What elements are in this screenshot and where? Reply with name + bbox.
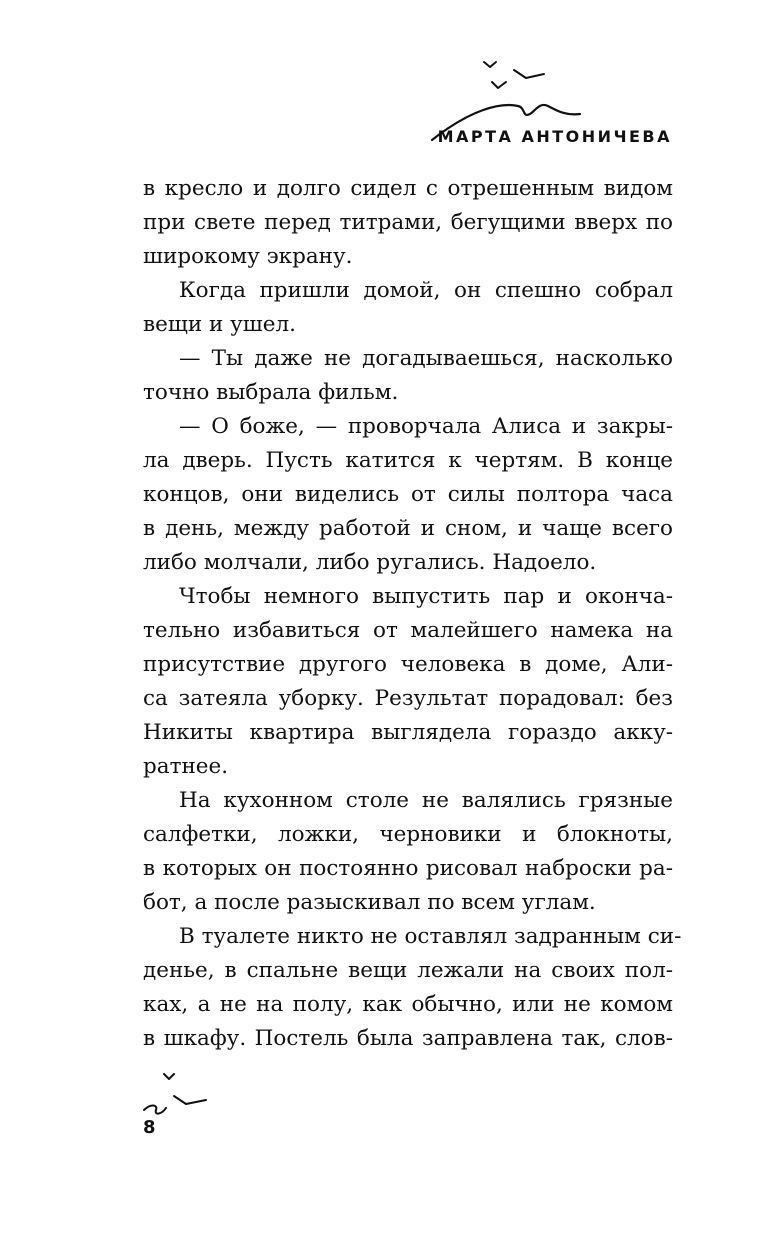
text-line: В туалете никто не оставлял задранным си-: [179, 924, 682, 949]
text-line: тельно избавиться от малейшего намека на: [143, 618, 673, 643]
text-line: в шкафу. Постель была заправлена так, слов-: [143, 1026, 673, 1051]
text-line: — О боже, — проворчала Алиса и закры-: [179, 414, 673, 439]
text-line: присутствие другого человека в доме, Али-: [143, 652, 673, 677]
text-line: Чтобы немного выпустить пар и оконча-: [179, 584, 673, 609]
text-line: салфетки, ложки, черновики и блокноты,: [143, 822, 673, 847]
text-line: при свете перед титрами, бегущими вверх по: [143, 210, 673, 235]
text-line: в которых он постоянно рисовал наброски ра-: [143, 856, 673, 881]
page-number: 8: [143, 1117, 156, 1138]
text-line: Когда пришли домой, он спешно собрал: [179, 278, 673, 303]
text-line: ках, а не на полу, как обычно, или не комом: [143, 992, 673, 1017]
text-line: На кухонном столе не валялись грязные: [179, 788, 673, 813]
text-line: в день, между работой и сном, и чаще всего: [143, 516, 673, 541]
text-line: бот, а после разыскивал по всем углам.: [143, 890, 596, 915]
text-line: денье, в спальне вещи лежали на своих пол-: [143, 958, 673, 983]
text-line: широкому экрану.: [143, 244, 353, 269]
text-line: ратнее.: [143, 754, 229, 779]
text-line: концов, они виделись от силы полтора часа: [143, 482, 673, 507]
running-head: МАРТА АНТОНИЧЕВА: [437, 127, 672, 146]
bird-ornament-footer-icon: [140, 1070, 212, 1120]
text-line: либо молчали, либо ругались. Надоело.: [143, 550, 597, 575]
text-line: в кресло и долго сидел с отрешенным видом: [143, 176, 673, 201]
page-body-text: [143, 172, 682, 1056]
text-line: ла дверь. Пусть катится к чертям. В конце: [143, 448, 673, 473]
text-line: точно выбрала фильм.: [143, 380, 399, 405]
text-line: — Ты даже не догадываешься, насколько: [179, 346, 673, 371]
text-line: Никиты квартира выглядела гораздо акку-: [143, 720, 673, 745]
text-line: са затеяла уборку. Результат порадовал: без: [143, 686, 673, 711]
text-line: вещи и ушел.: [143, 312, 296, 337]
